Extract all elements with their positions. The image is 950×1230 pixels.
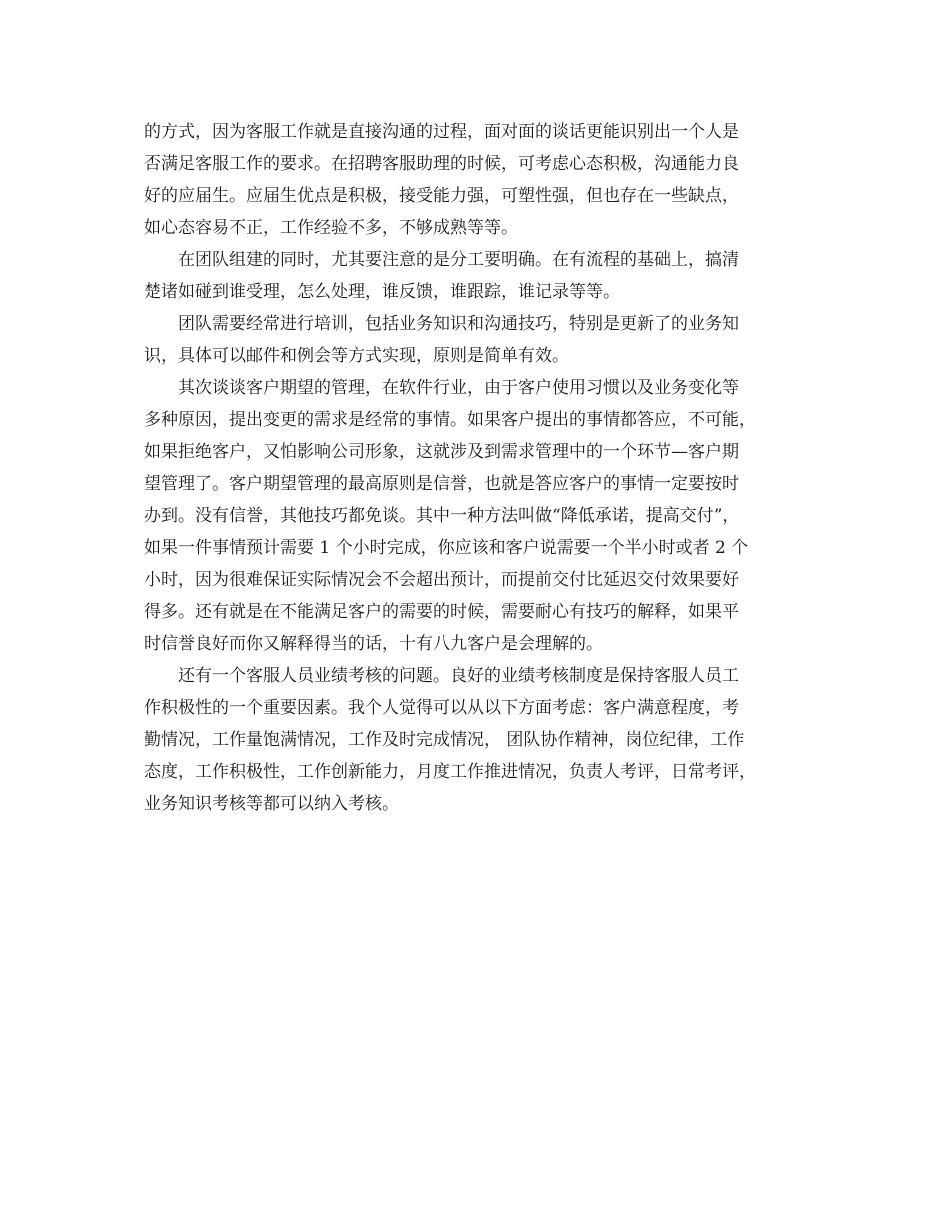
text-line: 多种原因，提出变更的需求是经常的事情。如果客户提出的事情都答应，不可能， <box>144 410 756 430</box>
text-line: 勤情况，工作量饱满情况，工作及时完成情况， 团队协作精神，岗位纪律，工作 <box>144 730 745 750</box>
text-line: 态度，工作积极性，工作创新能力，月度工作推进情况，负责人考评，日常考评， <box>144 762 756 782</box>
text-line: 办到。没有信誉，其他技巧都免谈。其中一种方法叫做“降低承诺，提高交付”， <box>144 506 740 526</box>
text-line: 如心态容易不正，工作经验不多，不够成熟等等。 <box>144 218 518 238</box>
text-line: 作积极性的一个重要因素。我个人觉得可以从以下方面考虑：客户满意程度，考 <box>144 698 739 718</box>
text-line: 如果拒绝客户，又怕影响公司形象，这就涉及到需求管理中的一个环节—客户期 <box>144 442 739 462</box>
text-line: 在团队组建的同时，尤其要注意的是分工要明确。在有流程的基础上，搞清 <box>178 250 739 270</box>
text-line: 好的应届生。应届生优点是积极，接受能力强，可塑性强，但也存在一些缺点， <box>144 186 739 206</box>
text-line: 如果一件事情预计需要 1 个小时完成，你应该和客户说需要一个半小时或者 2 个 <box>144 538 749 558</box>
paragraph-4 <box>144 372 806 660</box>
text-line: 的方式，因为客服工作就是直接沟通的过程，面对面的谈话更能识别出一个人是 <box>144 122 739 142</box>
text-line: 否满足客服工作的要求。在招聘客服助理的时候，可考虑心态积极，沟通能力良 <box>144 154 739 174</box>
text-line: 楚诸如碰到谁受理，怎么处理，谁反馈，谁跟踪，谁记录等等。 <box>144 282 620 302</box>
paragraph-1 <box>144 116 806 244</box>
document-body <box>144 116 806 820</box>
text-line: 业务知识考核等都可以纳入考核。 <box>144 794 399 814</box>
text-line: 得多。还有就是在不能满足客户的需要的时候，需要耐心有技巧的解释，如果平 <box>144 602 739 622</box>
text-line: 小时，因为很难保证实际情况会不会超出预计，而提前交付比延迟交付效果要好 <box>144 570 739 590</box>
paragraph-2 <box>144 244 806 308</box>
text-line: 其次谈谈客户期望的管理，在软件行业，由于客户使用习惯以及业务变化等 <box>178 378 739 398</box>
paragraph-3 <box>144 308 806 372</box>
text-line: 识，具体可以邮件和例会等方式实现，原则是简单有效。 <box>144 346 569 366</box>
text-line: 团队需要经常进行培训，包括业务知识和沟通技巧，特别是更新了的业务知 <box>178 314 739 334</box>
text-line: 还有一个客服人员业绩考核的问题。良好的业绩考核制度是保持客服人员工 <box>178 666 739 686</box>
text-line: 望管理了。客户期望管理的最高原则是信誉，也就是答应客户的事情一定要按时 <box>144 474 739 494</box>
text-line: 时信誉良好而你又解释得当的话，十有八九客户是会理解的。 <box>144 634 603 654</box>
paragraph-5 <box>144 660 806 820</box>
